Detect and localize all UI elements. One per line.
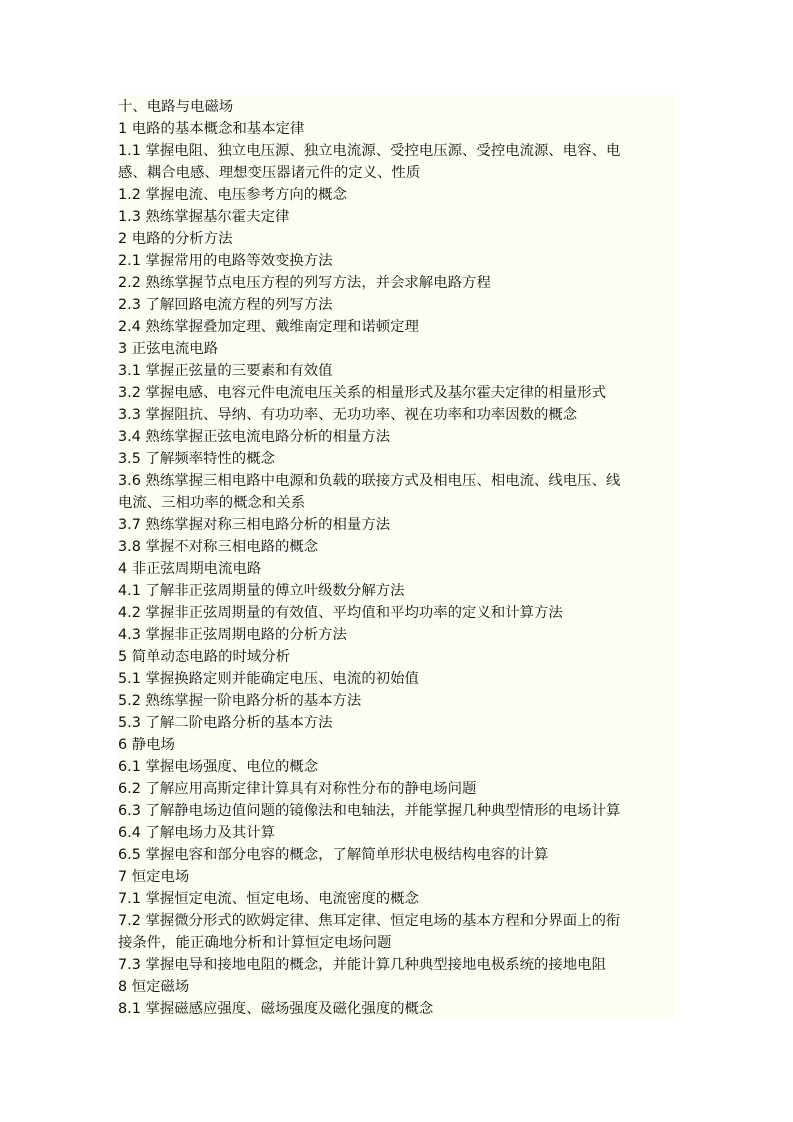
- item-3-1: 3.1 掌握正弦量的三要素和有效值: [118, 363, 333, 379]
- item-3-5: 3.5 了解频率特性的概念: [118, 451, 275, 467]
- item-3-6-line-1: 3.6 熟练掌握三相电路中电源和负载的联接方式及相电压、相电流、线电压、线: [118, 473, 621, 489]
- item-3-3: 3.3 掌握阻抗、导纳、有功功率、无功功率、视在功率和功率因数的概念: [118, 407, 578, 423]
- item-3-6-line-2: 电流、三相功率的概念和关系: [118, 495, 306, 511]
- item-6-5: 6.5 掌握电容和部分电容的概念，了解简单形状电极结构电容的计算: [118, 847, 549, 863]
- item-3-7: 3.7 熟练掌握对称三相电路分析的相量方法: [118, 517, 391, 533]
- item-1-2: 1.2 掌握电流、电压参考方向的概念: [118, 187, 347, 203]
- item-4-2: 4.2 掌握非正弦周期量的有效值、平均值和平均功率的定义和计算方法: [118, 605, 563, 621]
- heading-2: 2 电路的分析方法: [118, 231, 233, 247]
- item-2-3: 2.3 了解回路电流方程的列写方法: [118, 297, 333, 313]
- heading-8: 8 恒定磁场: [118, 979, 190, 995]
- document-page: [118, 95, 675, 1019]
- heading-section-10: 十、电路与电磁场: [118, 99, 234, 115]
- item-6-1: 6.1 掌握电场强度、电位的概念: [118, 759, 319, 775]
- item-2-1: 2.1 掌握常用的电路等效变换方法: [118, 253, 333, 269]
- item-4-3: 4.3 掌握非正弦周期电路的分析方法: [118, 627, 347, 643]
- heading-5: 5 简单动态电路的时域分析: [118, 649, 291, 665]
- item-5-3: 5.3 了解二阶电路分析的基本方法: [118, 715, 333, 731]
- item-2-4: 2.4 熟练掌握叠加定理、戴维南定理和诺顿定理: [118, 319, 419, 335]
- item-6-2: 6.2 了解应用高斯定律计算具有对称性分布的静电场问题: [118, 781, 477, 797]
- item-5-1: 5.1 掌握换路定则并能确定电压、电流的初始值: [118, 671, 419, 687]
- item-2-2: 2.2 熟练掌握节点电压方程的列写方法，并会求解电路方程: [118, 275, 491, 291]
- item-1-1-line-1: 1.1 掌握电阻、独立电压源、独立电流源、受控电压源、受控电流源、电容、电: [118, 143, 621, 159]
- heading-1: 1 电路的基本概念和基本定律: [118, 121, 305, 137]
- item-6-3: 6.3 了解静电场边值问题的镜像法和电轴法，并能掌握几种典型情形的电场计算: [118, 803, 621, 819]
- item-1-1-line-2: 感、耦合电感、理想变压器诸元件的定义、性质: [118, 165, 421, 181]
- item-7-3: 7.3 掌握电导和接地电阻的概念，并能计算几种典型接地电极系统的接地电阻: [118, 957, 606, 973]
- item-5-2: 5.2 熟练掌握一阶电路分析的基本方法: [118, 693, 362, 709]
- item-3-8: 3.8 掌握不对称三相电路的概念: [118, 539, 319, 555]
- heading-3: 3 正弦电流电路: [118, 341, 219, 357]
- item-3-2: 3.2 掌握电感、电容元件电流电压关系的相量形式及基尔霍夫定律的相量形式: [118, 385, 606, 401]
- item-3-4: 3.4 熟练掌握正弦电流电路分析的相量方法: [118, 429, 391, 445]
- item-6-4: 6.4 了解电场力及其计算: [118, 825, 275, 841]
- item-7-2-line-1: 7.2 掌握微分形式的欧姆定律、焦耳定律、恒定电场的基本方程和分界面上的衔: [118, 913, 621, 929]
- heading-4: 4 非正弦周期电流电路: [118, 561, 262, 577]
- item-7-2-line-2: 接条件，能正确地分析和计算恒定电场问题: [118, 935, 392, 951]
- item-4-1: 4.1 了解非正弦周期量的傅立叶级数分解方法: [118, 583, 405, 599]
- item-1-3: 1.3 熟练掌握基尔霍夫定律: [118, 209, 290, 225]
- item-7-1: 7.1 掌握恒定电流、恒定电场、电流密度的概念: [118, 891, 419, 907]
- heading-7: 7 恒定电场: [118, 869, 190, 885]
- item-8-1: 8.1 掌握磁感应强度、磁场强度及磁化强度的概念: [118, 1001, 434, 1017]
- heading-6: 6 静电场: [118, 737, 175, 753]
